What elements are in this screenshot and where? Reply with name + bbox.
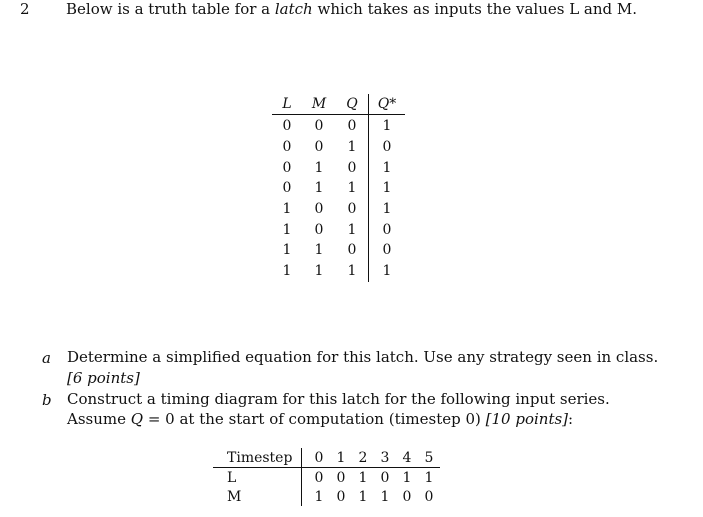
truth-table-cell: 0 [382,139,392,156]
part-b-line1: Construct a timing diagram for this latch for the following input series. [67,390,610,408]
truth-table-cell: 0 [282,139,292,156]
truth-table-cell: 0 [314,139,324,156]
truth-table-cell: 1 [382,159,392,176]
truth-table-cell: 1 [282,263,292,280]
timestep-value: 2 [352,448,374,468]
question-number: 2 [20,0,30,18]
timing-cell: 0 [424,488,434,505]
timing-cell: 1 [314,488,324,505]
truth-table-cell: 0 [282,180,292,197]
truth-table-cell: 1 [382,201,392,218]
truth-table-cell: 1 [282,242,292,259]
truth-table-row [272,199,405,220]
timestep-value: 5 [418,448,440,468]
truth-table-cell: 1 [314,159,324,176]
timing-row-label: L [213,468,302,488]
truth-table-cell: 0 [314,221,324,238]
truth-table-row [272,240,405,261]
truth-table-cell: 1 [382,118,392,135]
truth-table-cell: 1 [336,137,369,158]
part-b-label: b [42,391,52,409]
timestep-value: 0 [302,448,331,468]
truth-table-cell: 1 [382,263,392,280]
timestep-value: 3 [374,448,396,468]
truth-table-row [272,157,405,178]
part-a-text: Determine a simplified equation for this latch. Use any strategy seen in class. [67,348,659,366]
truth-table-row [272,178,405,199]
truth-table-cell: 1 [282,201,292,218]
timing-cell: 0 [402,488,412,505]
truth-table-row [272,261,405,282]
part-b-line2: Assume Q = 0 at the start of computation (timestep 0) [10 points]: [67,410,574,428]
timing-cell: 1 [402,469,412,486]
timestep-label: Timestep [213,448,302,468]
truth-table-cell: 0 [282,159,292,176]
timing-table-row [213,468,440,488]
header-m: M [302,94,336,115]
truth-table-cell: 1 [314,242,324,259]
header-l: L [272,94,302,115]
truth-table [272,94,405,282]
truth-table-cell: 1 [382,180,392,197]
timing-cell: 0 [380,469,390,486]
timing-table [213,448,440,506]
truth-table-cell: 1 [336,219,369,240]
truth-table-cell: 1 [314,180,324,197]
intro-pre: Below is a truth table for a [66,0,275,18]
truth-table-cell: 0 [314,201,324,218]
truth-table-row [272,115,405,137]
timing-cell: 0 [336,488,346,505]
truth-table-cell: 0 [336,199,369,220]
truth-table-cell: 0 [336,157,369,178]
timing-row-label: M [213,487,302,506]
truth-table-cell: 1 [336,261,369,282]
truth-table-cell: 1 [314,263,324,280]
header-q-star: Q* [369,94,406,115]
truth-table-cell: 0 [382,242,392,259]
timestep-value: 1 [330,448,352,468]
truth-table-cell: 1 [282,221,292,238]
truth-table-header [272,94,405,115]
part-a-points: [6 points] [67,369,140,387]
timing-cell: 1 [380,488,390,505]
truth-table-row [272,219,405,240]
timing-cell: 1 [358,488,368,505]
part-a-label: a [42,349,51,367]
header-q: Q [336,94,369,115]
truth-table-cell: 0 [336,115,369,137]
truth-table-cell: 0 [336,240,369,261]
timing-cell: 1 [424,469,434,486]
truth-table-cell: 0 [314,118,324,135]
truth-table-cell: 0 [282,118,292,135]
timing-cell: 0 [314,469,324,486]
timing-cell: 0 [336,469,346,486]
intro-text [66,0,637,18]
intro-post: which takes as inputs the values L and M. [312,0,638,18]
truth-table-cell: 1 [336,178,369,199]
truth-table-cell: 0 [382,221,392,238]
intro-emph: latch [274,0,313,18]
timing-table-row [213,487,440,506]
truth-table-row [272,137,405,158]
timestep-value: 4 [396,448,418,468]
timing-cell: 1 [358,469,368,486]
timing-table-header [213,448,440,468]
